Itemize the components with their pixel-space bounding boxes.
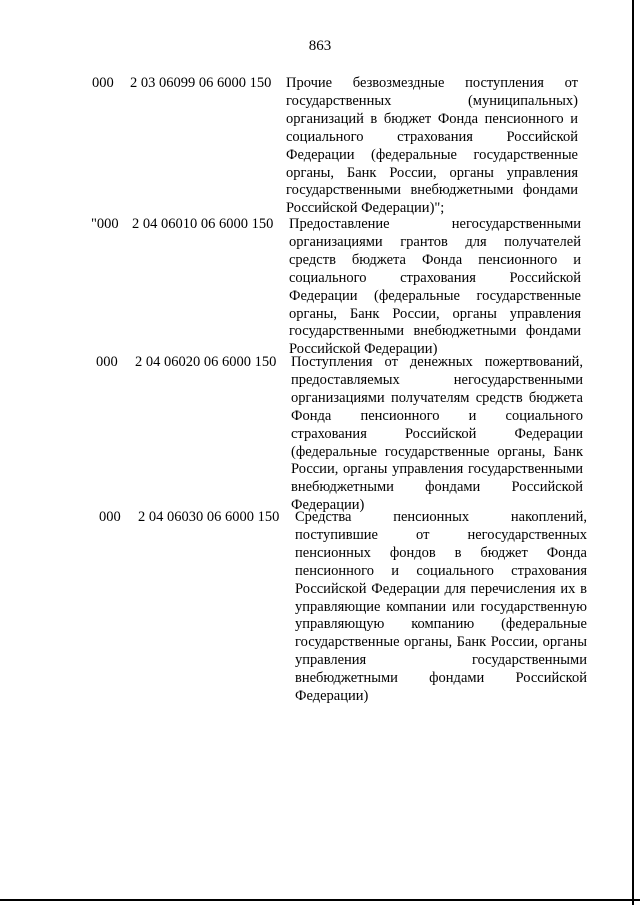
income-description: Средства пенсионных накоплений, поступившие от негосударственных пенсионных фондов в бюджет Фонда пенсионного и социального страхования Российской Федерации для перечисления их в управляющие компании или государственную управляющую компанию (федеральные государственные органы, Банк России, органы управления государственными внебюджетными фондами Российской Федерации): [295, 509, 587, 705]
admin-code: 000: [99, 509, 121, 525]
admin-code: 000: [92, 75, 114, 91]
budget-code: 2 04 06030 06 6000 150: [138, 509, 280, 525]
budget-code: 2 04 06020 06 6000 150: [135, 354, 277, 370]
admin-code: 000: [96, 354, 118, 370]
income-description: Прочие безвозмездные поступления от государственных (муниципальных) организаций в бюджет Фонда пенсионного и социального страхования Российской Федерации (федеральные государственные органы, Банк России, органы управления государственными внебюджетными фондами Российской Федерации)";: [286, 75, 578, 217]
scan-edge-bottom: [0, 899, 640, 901]
page-number: 863: [308, 38, 332, 54]
admin-code: "000: [91, 216, 119, 232]
income-description: Предоставление негосударственными организациями грантов для получателей средств бюджета Фонда пенсионного и социального страхования Российской Федерации (федеральные государственные органы, Банк России, органы управления государственными внебюджетными фондами Российской Федерации): [289, 216, 581, 358]
scan-edge-right: [632, 0, 634, 905]
budget-code: 2 03 06099 06 6000 150: [130, 75, 272, 91]
budget-code: 2 04 06010 06 6000 150: [132, 216, 274, 232]
income-description: Поступления от денежных пожертвований, предоставляемых негосударственными организациями получателям средств бюджета Фонда пенсионного и социального страхования Российской Федерации (федеральные государственные органы, Банк России, органы управления государственными внебюджетными фондами Российской Федерации): [291, 354, 583, 514]
